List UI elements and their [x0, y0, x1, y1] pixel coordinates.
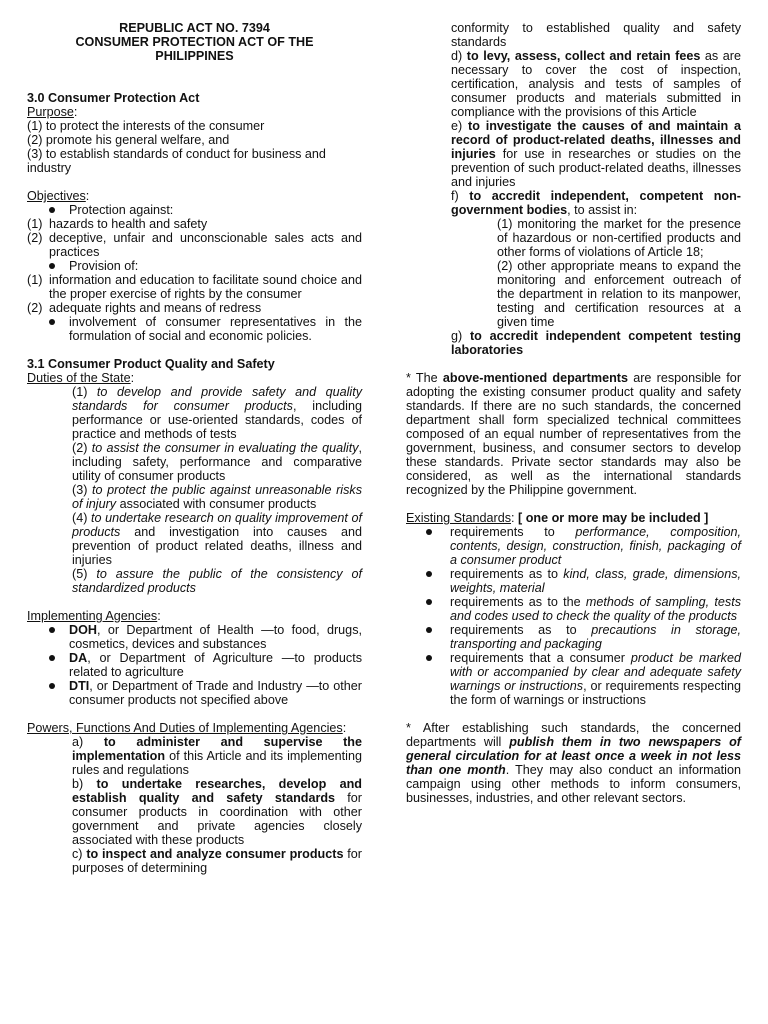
agency-item: DTI, or Department of Trade and Industry —to other consumer products not specified above — [27, 679, 362, 707]
bullet-icon — [426, 655, 432, 661]
title-line-2: CONSUMER PROTECTION ACT OF THE — [75, 35, 314, 49]
departments-note: * The above-mentioned departments are responsible for adopting the existing consumer product quality and safety standards. If there are no such standards, the concerned department shall form specialized technical committees composed of an equal number of representatives from the government, business, and consumer sectors to develop these standards. Private sector standards may also be considered, as well as the international standards recognized by the Philippine government. — [406, 371, 742, 497]
power-item: d) to levy, assess, collect and retain fees as are necessary to cover the cost of inspection, certification, analysis and tests of samples of consumer products and materials submitted in compliance with the provisions of this Article — [451, 49, 741, 119]
duties-list — [27, 385, 362, 595]
f-subitem: (2) other appropriate means to expand the monitoring and enforcement outreach of the department in relation to its manpower, testing and certification resources at a given time — [497, 259, 741, 329]
bullet-icon — [426, 571, 432, 577]
purpose-item: (3) to establish standards of conduct for business and industry — [27, 147, 326, 175]
duty-item: (5) to assure the public of the consistency of standardized products — [72, 567, 362, 595]
existing-standards-label-line: Existing Standards: [ one or more may be included ] — [406, 511, 709, 525]
objectives-label: Objectives — [27, 189, 86, 203]
objectives-label-line: Objectives: — [27, 189, 90, 203]
duties-label-line: Duties of the State: — [27, 371, 135, 385]
bullet-icon — [49, 319, 55, 325]
objective-bullet: involvement of consumer representatives in the formulation of social and economic policies. — [27, 315, 362, 343]
objective-bullet: Protection against: — [27, 203, 362, 217]
f-subitems — [406, 217, 741, 329]
power-item-continued: conformity to established quality and safety standards — [451, 21, 741, 49]
agency-item: DOH, or Department of Health —to food, drugs, cosmetics, devices and substances — [27, 623, 362, 651]
section-3-0-heading: 3.0 Consumer Protection Act — [27, 91, 200, 105]
purpose-item: (2) promote his general welfare, and — [27, 133, 230, 147]
power-item: g) to accredit independent competent testing laboratories — [451, 329, 741, 357]
bullet-icon — [49, 655, 55, 661]
standard-item: requirements that a consumer product be marked with or accompanied by clear and adequate safety warnings or instructions, or requirements respecting the form of warnings or instructions — [406, 651, 741, 707]
power-item-start: c) to inspect and analyze consumer products for purposes of determining — [72, 847, 362, 875]
right-column — [406, 21, 741, 805]
bullet-icon — [49, 207, 55, 213]
bullet-icon — [49, 683, 55, 689]
bullet-icon — [49, 263, 55, 269]
section-3-1-heading: 3.1 Consumer Product Quality and Safety — [27, 357, 275, 371]
powers-label-line: Powers, Functions And Duties of Implementing Agencies: — [27, 721, 347, 735]
powers-list-right-end — [406, 329, 741, 357]
power-item: b) to undertake researches, develop and establish quality and safety standards for consumer products in coordination with other government and private agencies closely associated with these products — [72, 777, 362, 847]
duty-item: (4) to undertake research on quality improvement of products and investigation into causes and prevention of product related deaths, illness and injuries — [72, 511, 363, 567]
objective-subitem: (2) deceptive, unfair and unconscionable sales acts and practices — [27, 231, 362, 259]
bullet-icon — [426, 599, 432, 605]
existing-standards-label: Existing Standards — [406, 511, 512, 525]
bullet-icon — [426, 627, 432, 633]
power-item: f) to accredit independent, competent non-government bodies, to assist in: — [451, 189, 741, 217]
purpose-label: Purpose — [27, 105, 74, 119]
duties-label: Duties of the State — [27, 371, 131, 385]
agency-item: DA, or Department of Agriculture —to products related to agriculture — [27, 651, 362, 679]
duty-item: (1) to develop and provide safety and quality standards for consumer products, including performance or use-oriented standards, codes of practice and methods of tests — [72, 385, 363, 441]
standard-item: requirements to performance, composition, contents, design, construction, finish, packaging of a consumer product — [406, 525, 741, 567]
powers-list-left — [27, 735, 362, 875]
power-item: a) to administer and supervise the implementation of this Article and its implementing rules and regulations — [72, 735, 362, 777]
standard-item: requirements as to kind, class, grade, dimensions, weights, material — [406, 567, 741, 595]
bullet-icon — [426, 529, 432, 535]
title-line-1: REPUBLIC ACT NO. 7394 — [119, 21, 270, 35]
purpose-item: (1) to protect the interests of the consumer — [27, 119, 265, 133]
objective-subitem: (2) adequate rights and means of redress — [27, 301, 262, 315]
title-line-3: PHILIPPINES — [155, 49, 234, 63]
left-column — [27, 21, 362, 875]
powers-label: Powers, Functions And Duties of Implementing Agencies — [27, 721, 343, 735]
standard-item: requirements as to the methods of sampling, tests and codes used to check the quality of the products — [406, 595, 741, 623]
agencies-label: Implementing Agencies — [27, 609, 158, 623]
publication-note: * After establishing such standards, the concerned departments will publish them in two newspapers of general circulation for at least once a week in not less than one month. They may also conduct an information campaign using other methods to inform consumers, businesses, industries, and other relevant sectors. — [406, 721, 741, 805]
objective-subitem: (1) information and education to facilitate sound choice and the proper exercise of rights by the consumer — [27, 273, 362, 301]
bullet-icon — [49, 627, 55, 633]
purpose-label-line: Purpose: — [27, 105, 78, 119]
duty-item: (3) to protect the public against unreasonable risks of injury associated with consumer products — [72, 483, 362, 511]
duty-item: (2) to assist the consumer in evaluating the quality, including safety, performance and comparative utility of consumer products — [72, 441, 362, 483]
objective-bullet: Provision of: — [27, 259, 362, 273]
f-subitem: (1) monitoring the market for the presence of hazardous or non-certified products and other forms of violations of Article 18; — [497, 217, 741, 259]
agencies-label-line: Implementing Agencies: — [27, 609, 161, 623]
objective-subitem: (1) hazards to health and safety — [27, 217, 208, 231]
document-title — [27, 21, 362, 63]
power-item: e) to investigate the causes of and maintain a record of product-related deaths, illnesses and injuries for use in researches or studies on the prevention of such product-related deaths, illnesses and injuries — [451, 119, 741, 189]
standard-item: requirements as to precautions in storage, transporting and packaging — [406, 623, 741, 651]
powers-list-right — [406, 21, 741, 217]
